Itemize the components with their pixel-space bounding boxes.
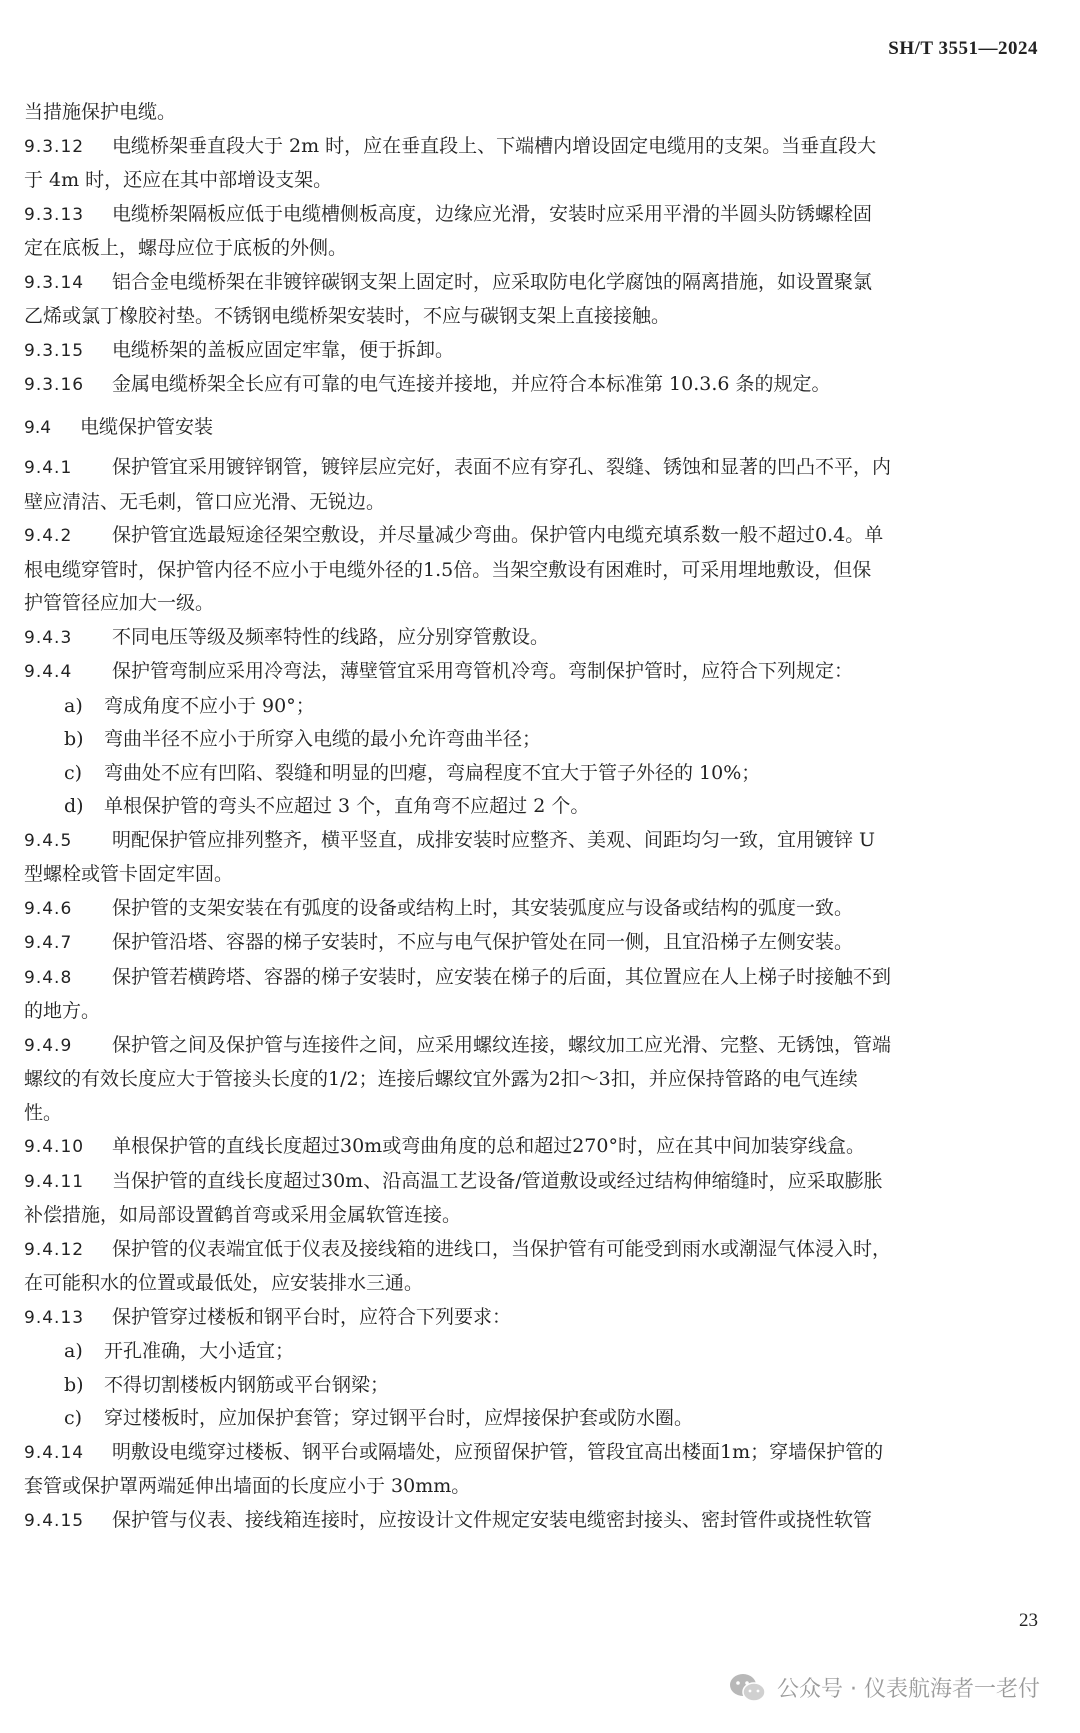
clause-text: 保护管宜选最短途径架空敷设，并尽量减少弯曲。保护管内电缆充填系数一般不超过0.4。单 xyxy=(112,524,884,546)
text-line xyxy=(24,1436,1062,1471)
clause-text: 型螺栓或管卡固定牢固。 xyxy=(24,863,234,885)
text-line xyxy=(24,1165,1062,1200)
list-item-label: c) xyxy=(64,1407,83,1429)
text-line xyxy=(24,1504,1062,1539)
list-block xyxy=(24,690,1062,824)
clause-number: 9.3.15 xyxy=(24,340,85,361)
text-line xyxy=(24,892,1062,927)
clause-text: 当保护管的直线长度超过30m、沿高温工艺设备/管道敷设或经过结构伸缩缝时，应采取膨胀 xyxy=(112,1169,883,1192)
clause-number: 9.3.13 xyxy=(24,204,85,225)
clause-text: 铝合金电缆桥架在非镀锌碳钢支架上固定时，应采取防电化学腐蚀的隔离措施，如设置聚氯 xyxy=(112,270,873,293)
text-line xyxy=(24,655,1062,690)
list-item xyxy=(24,723,1062,757)
list-block xyxy=(24,1335,1062,1436)
text-line xyxy=(24,164,1062,198)
clause-number: 9.4.1 xyxy=(24,458,73,478)
clause-number: 9.4.5 xyxy=(24,830,73,851)
section-heading xyxy=(24,411,1062,446)
clause-text: 明配保护管应排列整齐，横平竖直，成排安装时应整齐、美观、间距均匀一致，宜用镀锌 U xyxy=(112,828,876,851)
clause-text: 的地方。 xyxy=(24,1000,101,1022)
clause-number: 9.4.13 xyxy=(24,1307,85,1328)
clause-text: 电缆桥架的盖板应固定牢靠，便于拆卸。 xyxy=(112,338,455,361)
paragraph-block xyxy=(24,1436,1062,1539)
clause-text: 金属电缆桥架全长应有可靠的电气连接并接地，并应符合本标准第 10.3.6 条的规定。 xyxy=(112,373,831,395)
clause-number: 9.3.12 xyxy=(24,136,85,157)
clause-number: 9.4.15 xyxy=(24,1510,85,1531)
clause-text: 电缆桥架垂直段大于 2m 时，应在垂直段上、下端槽内增设固定电缆用的支架。当垂直段大 xyxy=(112,134,877,157)
text-line xyxy=(24,1063,1062,1097)
text-line xyxy=(24,1097,1062,1131)
text-line xyxy=(24,130,1062,165)
clause-text: 保护管之间及保护管与连接件之间，应采用螺纹连接，螺纹加工应光滑、完整、无锈蚀，管端 xyxy=(112,1033,892,1056)
page-number: 23 xyxy=(1019,1610,1038,1631)
clause-text: 螺纹的有效长度应大于管接头长度的1/2；连接后螺纹宜外露为2扣～3扣，并应保持管路的电气连续 xyxy=(24,1068,858,1090)
clause-number: 9.4.9 xyxy=(24,1035,73,1056)
clause-text: 保护管若横跨塔、容器的梯子安装时，应安装在梯子的后面，其位置应在人上梯子时接触不到 xyxy=(112,965,892,988)
text-line xyxy=(24,300,1062,334)
text-line xyxy=(24,1199,1062,1233)
clause-text: 于 4m 时，还应在其中部增设支架。 xyxy=(24,169,333,191)
text-line xyxy=(24,1267,1062,1301)
list-item xyxy=(24,757,1062,791)
clause-text: 性。 xyxy=(24,1101,63,1124)
text-line xyxy=(24,1470,1062,1504)
watermark xyxy=(729,1672,1040,1703)
text-line xyxy=(24,961,1062,996)
list-item xyxy=(24,1335,1062,1369)
list-item-label: b) xyxy=(64,1373,84,1396)
clause-text: 电缆桥架隔板应低于电缆槽侧板高度，边缘应光滑，安装时应采用平滑的半圆头防锈螺栓固 xyxy=(112,202,873,225)
clause-text: 护管管径应加大一级。 xyxy=(24,592,215,614)
wechat-icon xyxy=(729,1673,767,1703)
text-line xyxy=(24,334,1062,369)
list-item-text: 弯曲处不应有凹陷、裂缝和明显的凹瘪，弯扁程度不宜大于管子外径的 10%； xyxy=(104,761,761,784)
text-line xyxy=(24,926,1062,961)
text-line xyxy=(24,1301,1062,1336)
text-line xyxy=(24,368,1062,403)
clause-text: 当措施保护电缆。 xyxy=(24,101,177,123)
text-line xyxy=(24,486,1062,520)
section-title: 电缆保护管安装 xyxy=(80,415,214,438)
clause-number: 9.4.14 xyxy=(24,1442,85,1463)
text-line xyxy=(24,96,1062,130)
list-item-text: 开孔准确，大小适宜； xyxy=(104,1340,295,1362)
clause-text: 乙烯或氯丁橡胶衬垫。不锈钢电缆桥架安装时，不应与碳钢支架上直接接触。 xyxy=(24,305,671,327)
text-line xyxy=(24,232,1062,266)
clause-text: 在可能积水的位置或最低处，应安装排水三通。 xyxy=(24,1272,424,1294)
list-item xyxy=(24,790,1062,824)
text-line xyxy=(24,266,1062,301)
text-line xyxy=(24,198,1062,233)
standard-code: SH/T 3551—2024 xyxy=(888,38,1038,59)
clause-number: 9.4.7 xyxy=(24,933,73,953)
list-item-text: 单根保护管的弯头不应超过 3 个，直角弯不应超过 2 个。 xyxy=(104,795,590,817)
text-line xyxy=(24,995,1062,1029)
list-item-label: a) xyxy=(64,1340,83,1362)
document-body xyxy=(24,96,1062,1538)
list-item-text: 不得切割楼板内钢筋或平台钢梁； xyxy=(104,1373,390,1396)
clause-text: 保护管的支架安装在有弧度的设备或结构上时，其安装弧度应与设备或结构的弧度一致。 xyxy=(112,896,854,919)
list-item-label: c) xyxy=(64,761,83,784)
clause-number: 9.4.11 xyxy=(24,1171,85,1192)
clause-text: 保护管的仪表端宜低于仪表及接线箱的进线口，当保护管有可能受到雨水或潮湿气体浸入时， xyxy=(112,1237,892,1260)
clause-text: 不同电压等级及频率特性的线路，应分别穿管敷设。 xyxy=(112,625,550,648)
list-item-label: b) xyxy=(64,728,84,750)
clause-number: 9.4.6 xyxy=(24,898,73,919)
text-line xyxy=(24,1029,1062,1064)
text-line xyxy=(24,587,1062,621)
clause-text: 壁应清洁、无毛刺，管口应光滑、无锐边。 xyxy=(24,490,386,513)
clause-text: 套管或保护罩两端延伸出墙面的长度应小于 30mm。 xyxy=(24,1475,471,1497)
clause-text: 单根保护管的直线长度超过30m或弯曲角度的总和超过270°时，应在其中间加装穿线盒。 xyxy=(112,1135,865,1157)
list-item-text: 穿过楼板时，应加保护套管；穿过钢平台时，应焊接保护套或防水圈。 xyxy=(104,1407,694,1429)
clause-number: 9.4.4 xyxy=(24,662,73,682)
clause-number: 9.4.10 xyxy=(24,1137,85,1157)
text-line xyxy=(24,858,1062,892)
watermark-text: 公众号 · 仪表航海者一老付 xyxy=(777,1677,1040,1702)
list-item-label: d) xyxy=(64,795,84,817)
clause-text: 保护管沿塔、容器的梯子安装时，不应与电气保护管处在同一侧，且宜沿梯子左侧安装。 xyxy=(112,931,854,953)
paragraph-block xyxy=(24,96,1062,403)
clause-text: 定在底板上，螺母应位于底板的外侧。 xyxy=(24,237,348,259)
clause-number: 9.3.16 xyxy=(24,375,85,395)
text-line xyxy=(24,554,1062,588)
list-item xyxy=(24,1369,1062,1403)
clause-number: 9.4.3 xyxy=(24,627,73,648)
clause-number: 9.4.2 xyxy=(24,526,73,546)
paragraph-block xyxy=(24,824,1062,1336)
clause-text: 保护管宜采用镀锌钢管，镀锌层应完好，表面不应有穿孔、裂缝、锈蚀和显著的凹凸不平，内 xyxy=(112,456,892,478)
list-item xyxy=(24,1402,1062,1436)
clause-number: 9.4.12 xyxy=(24,1239,85,1260)
list-item-text: 弯成角度不应小于 90°； xyxy=(104,694,315,717)
clause-text: 明敷设电缆穿过楼板、钢平台或隔墙处，应预留保护管，管段宜高出楼面1m；穿墙保护管的 xyxy=(112,1440,884,1463)
text-line xyxy=(24,1233,1062,1268)
clause-number: 9.3.14 xyxy=(24,272,85,293)
paragraph-block xyxy=(24,451,1062,690)
text-line xyxy=(24,621,1062,656)
list-item-label: a) xyxy=(64,694,83,717)
text-line xyxy=(24,451,1062,486)
list-item xyxy=(24,690,1062,724)
clause-text: 补偿措施，如局部设置鹤首弯或采用金属软管连接。 xyxy=(24,1204,462,1226)
clause-number: 9.4.8 xyxy=(24,967,73,988)
clause-text: 根电缆穿管时，保护管内径不应小于电缆外径的1.5倍。当架空敷设有困难时，可采用埋地敷设，但保 xyxy=(24,558,872,581)
clause-text: 保护管与仪表、接线箱连接时，应按设计文件规定安装电缆密封接头、密封管件或挠性软管 xyxy=(112,1508,873,1531)
section-number: 9.4 xyxy=(24,417,52,438)
list-item-text: 弯曲半径不应小于所穿入电缆的最小允许弯曲半径； xyxy=(104,728,542,750)
text-line xyxy=(24,519,1062,554)
clause-text: 保护管弯制应采用冷弯法，薄壁管宜采用弯管机冷弯。弯制保护管时，应符合下列规定： xyxy=(112,660,854,682)
text-line xyxy=(24,824,1062,859)
clause-text: 保护管穿过楼板和钢平台时，应符合下列要求： xyxy=(112,1305,512,1328)
text-line xyxy=(24,1130,1062,1165)
